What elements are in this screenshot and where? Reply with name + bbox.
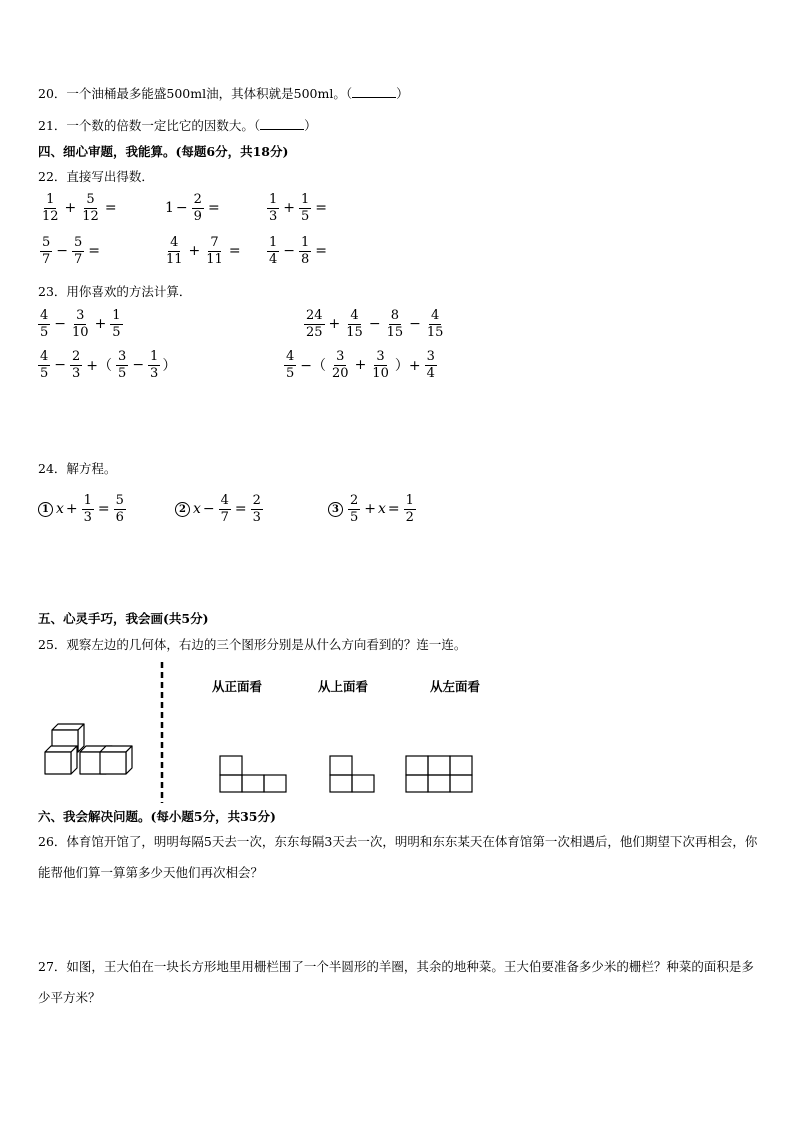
question-20: 20．一个油桶最多能盛500ml油，其体积就是500ml。（ ） [38,86,409,101]
q22-expr-4: $\frac{5}{7}$ − $\frac{5}{7}$ = [42,235,101,267]
question-24-title: 24．解方程。 [38,461,117,476]
question-21-text: 21．一个数的倍数一定比它的因数大。（ [38,118,261,133]
view-shapes [215,752,485,794]
q22-expr-5: $\frac{4}{11}$ + $\frac{7}{11}$ = [166,235,241,267]
cube-solid-figure [40,660,180,805]
section-4-heading: 四、细心审题，我能算。(每题6分，共18分) [38,144,289,159]
section-5-heading: 五、心灵手巧，我会画(共5分) [38,611,209,626]
question-27: 27．如图，王大伯在一块长方形地里用栅栏围了一个半圆形的羊圈，其余的地种菜。王大伯要准备多少米的栅栏？种菜的面积是多少平方米？ [38,959,754,1005]
q22-expr-1: $\frac{1}{12}$ + $\frac{5}{12}$ = [42,192,117,224]
label-front-view: 从正面看 [212,679,263,694]
q23-expr-1: $\frac{4}{5}$ − $\frac{3}{10}$ + $\frac{1}{5}$ [40,308,121,340]
q23-expr-2: $\frac{24}{25}$ + $\frac{4}{15}$ − $\frac{8}{15}$ − $\frac{4}{15}$ [306,308,444,340]
label-left-view: 从左面看 [430,679,481,694]
q22-expr-6: $\frac{1}{4}$ − $\frac{1}{8}$ = [269,235,328,267]
answer-blank[interactable] [260,117,304,130]
question-23-title: 23．用你喜欢的方法计算． [38,284,192,299]
question-22-title: 22．直接写出得数． [38,169,154,184]
question-25-title: 25．观察左边的几何体，右边的三个图形分别是从什么方向看到的？连一连。 [38,637,467,652]
q23-expr-3: $\frac{4}{5}$ − $\frac{2}{3}$ +（ $\frac{3}{5}$ − $\frac{1}{3}$ ） [40,349,177,381]
q24-equation-2: 2 x − $\frac{4}{7}$ = $\frac{2}{3}$ [175,494,265,524]
question-21: 21．一个数的倍数一定比它的因数大。（ ） [38,118,317,133]
answer-blank[interactable] [352,85,396,98]
q24-equation-3: 3 $\frac{2}{5}$ + x = $\frac{1}{2}$ [328,494,418,524]
q22-expr-2: 1 − $\frac{2}{9}$ = [165,192,220,224]
label-top-view: 从上面看 [318,679,369,694]
question-20-text: 20．一个油桶最多能盛500ml油，其体积就是500ml。（ [38,86,353,101]
q22-expr-3: $\frac{1}{3}$ + $\frac{1}{5}$ = [269,192,328,224]
question-26: 26．体育馆开馆了，明明每隔5天去一次，东东每隔3天去一次，明明和东东某天在体育馆第一次相遇后，他们期望下次再相会，你能帮他们算一算第多少天他们再次相会？ [38,834,758,880]
section-6-heading: 六、我会解决问题。(每小题5分，共35分) [38,809,276,824]
q24-equation-1: 1 x + $\frac{1}{3}$ = $\frac{5}{6}$ [38,494,128,524]
q23-expr-4: $\frac{4}{5}$ −（ $\frac{3}{20}$ + $\frac{3}{10}$ ）+ $\frac{3}{4}$ [286,349,435,381]
